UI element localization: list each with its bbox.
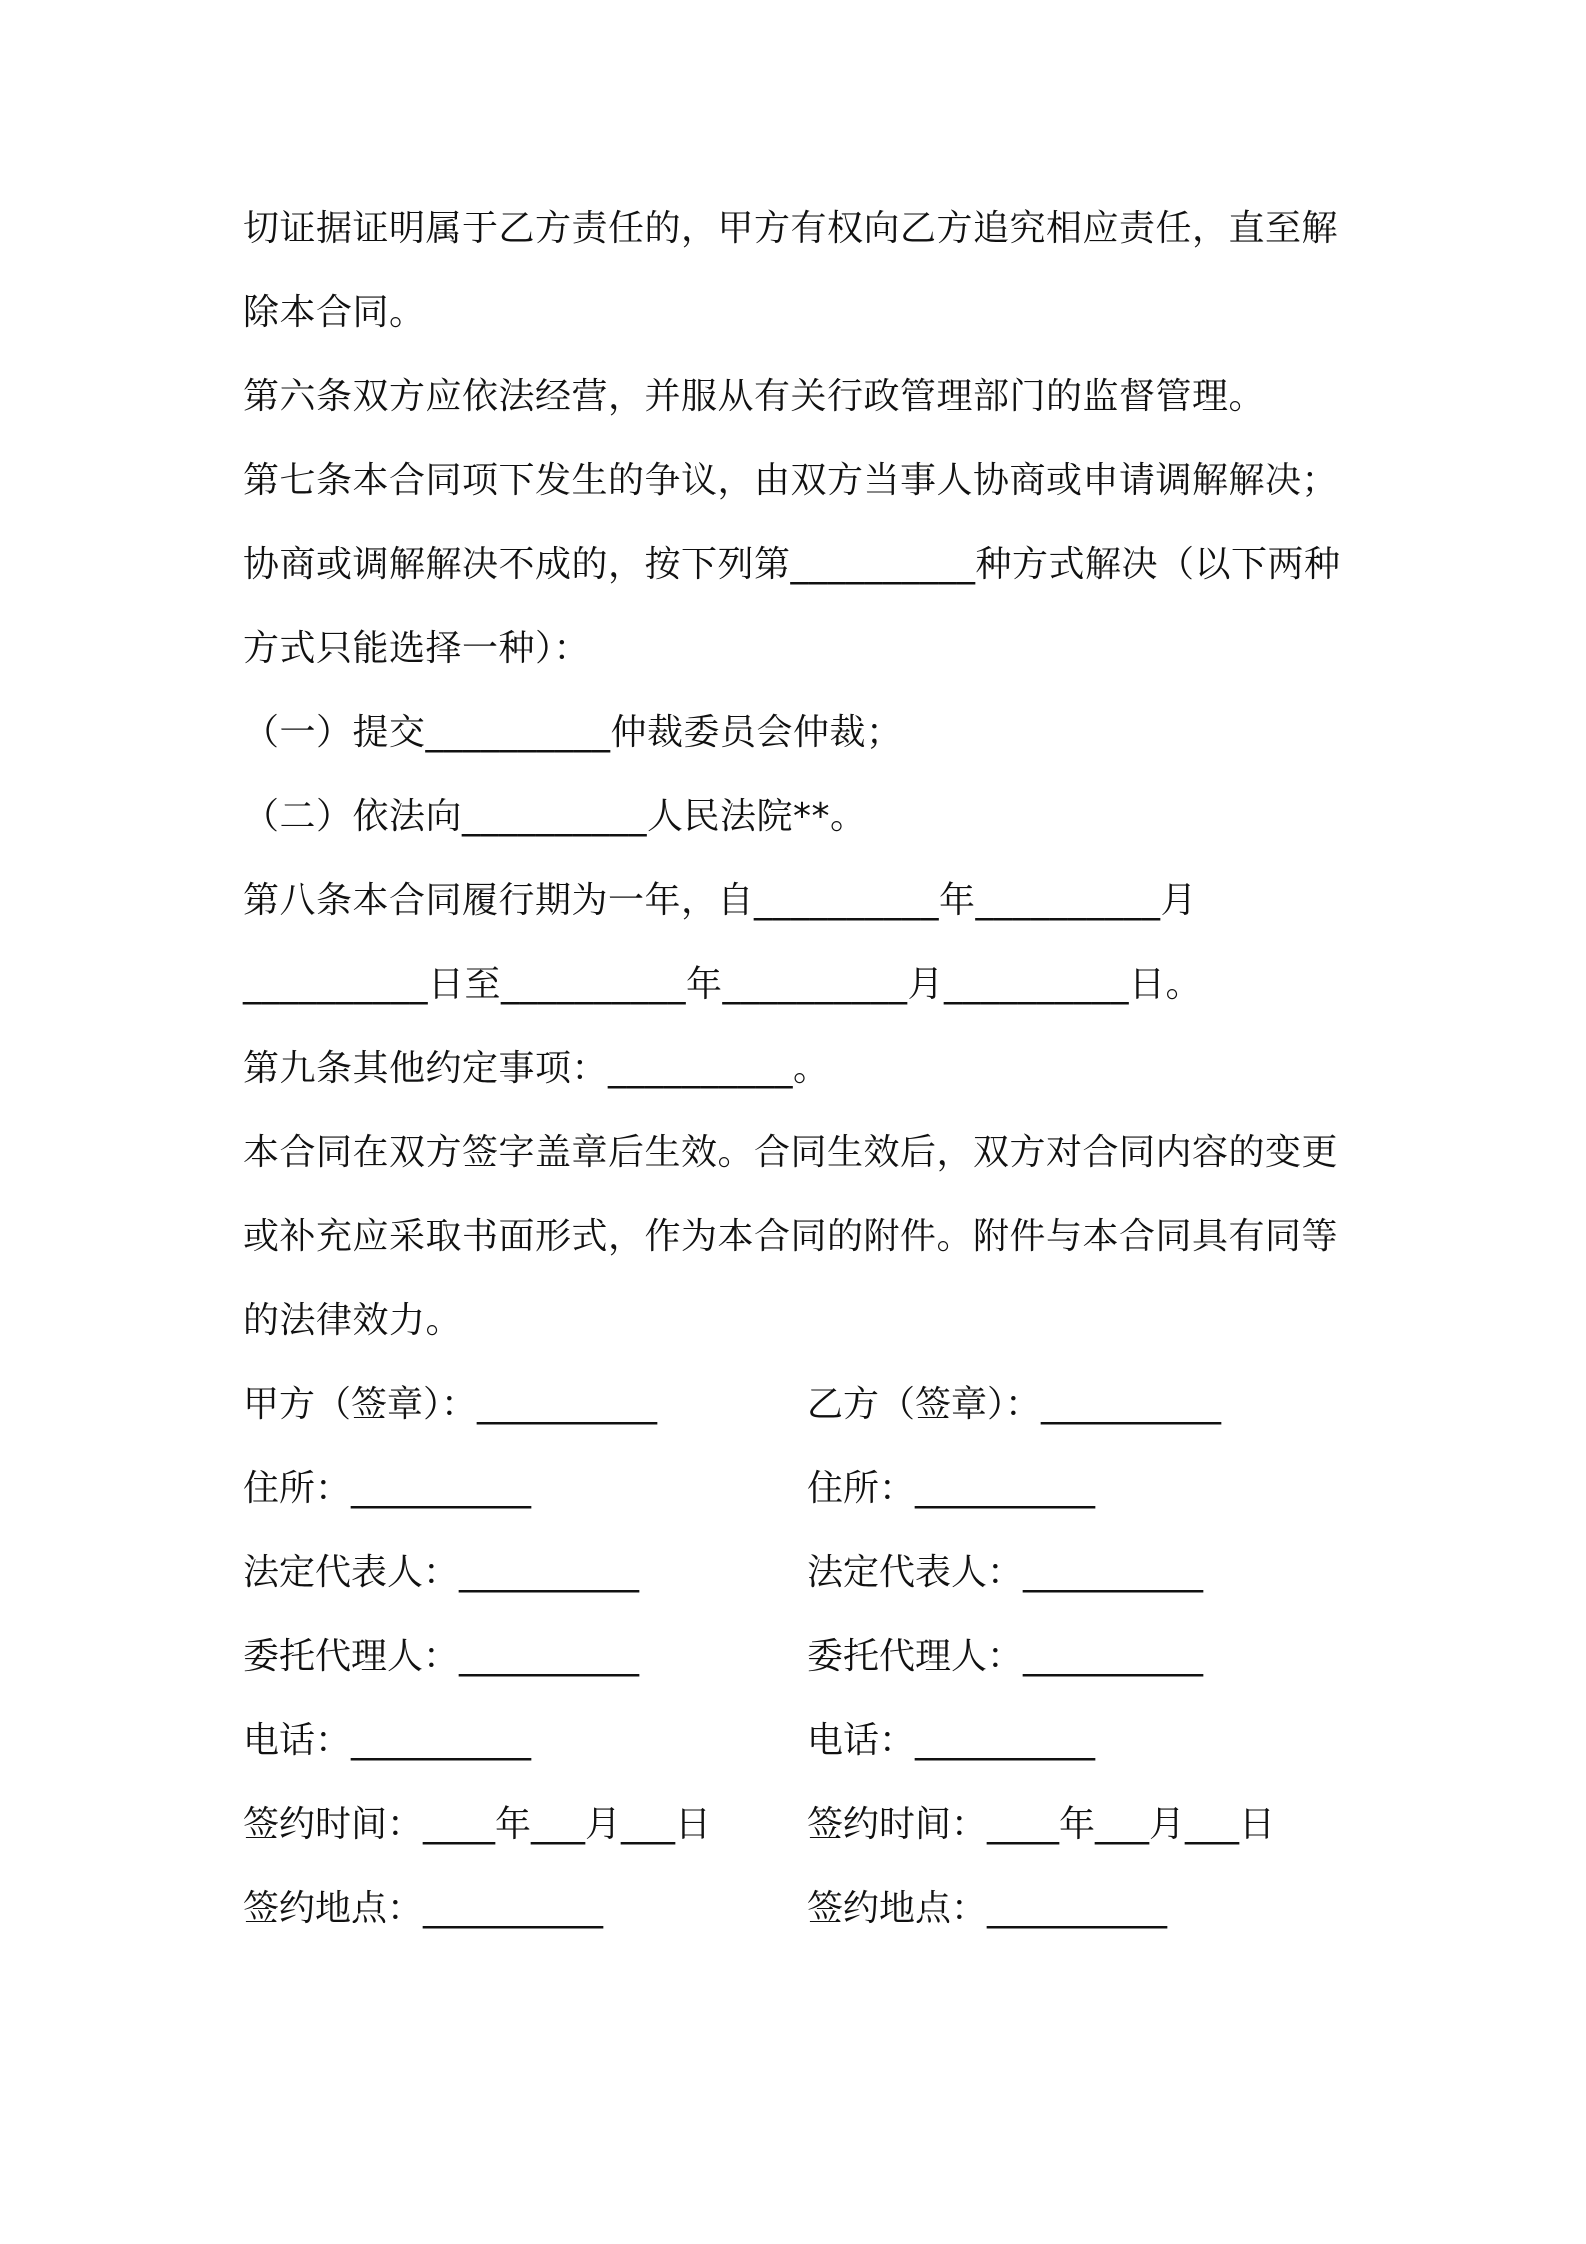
party-b-sign-place: 签约地点：__________ — [807, 1888, 1168, 1929]
party-b-agent: 委托代理人：__________ — [807, 1636, 1204, 1677]
effectiveness-line: 本合同在双方签字盖章后生效。合同生效后，双方对合同内容的变更 — [243, 1132, 1339, 1173]
signature-row-representative — [243, 1549, 1363, 1597]
signature-row-agent — [243, 1633, 1363, 1681]
option-court-line: （二）依法向__________人民法院**。 — [243, 796, 867, 837]
article-7-line: 协商或调解解决不成的，按下列第__________种方式解决（以下两种 — [243, 544, 1341, 585]
article-7-line: 第七条本合同项下发生的争议，由双方当事人协商或申请调解解决； — [243, 460, 1339, 501]
party-b-representative: 法定代表人：__________ — [807, 1552, 1204, 1593]
article-7-line: 方式只能选择一种）： — [243, 628, 591, 669]
party-a-sign-date: 签约时间：____年___月___日 — [243, 1804, 712, 1845]
signature-row-address — [243, 1465, 1363, 1513]
option-arbitration-line: （一）提交__________仲裁委员会仲裁； — [243, 712, 903, 753]
signature-row-date — [243, 1801, 1363, 1849]
paragraph-line: 切证据证明属于乙方责任的，甲方有权向乙方追究相应责任，直至解 — [243, 208, 1339, 249]
effectiveness-line: 或补充应采取书面形式，作为本合同的附件。附件与本合同具有同等 — [243, 1216, 1339, 1257]
signature-row-phone — [243, 1717, 1363, 1765]
party-b-seal: 乙方（签章）：__________ — [807, 1384, 1222, 1425]
party-b-sign-date: 签约时间：____年___月___日 — [807, 1804, 1276, 1845]
party-b-phone: 电话：__________ — [807, 1720, 1096, 1761]
party-a-agent: 委托代理人：__________ — [243, 1636, 640, 1677]
party-a-sign-place: 签约地点：__________ — [243, 1888, 604, 1929]
party-a-representative: 法定代表人：__________ — [243, 1552, 640, 1593]
party-a-phone: 电话：__________ — [243, 1720, 532, 1761]
article-6-line: 第六条双方应依法经营，并服从有关行政管理部门的监督管理。 — [243, 376, 1266, 417]
article-8-line: 第八条本合同履行期为一年，自__________年__________月 — [243, 880, 1198, 921]
signature-row-place — [243, 1885, 1363, 1933]
party-a-seal: 甲方（签章）：__________ — [243, 1384, 658, 1425]
signature-row-seal — [243, 1381, 1363, 1429]
article-8-line: __________日至__________年__________月__________日。 — [243, 964, 1203, 1005]
paragraph-line: 除本合同。 — [243, 292, 426, 333]
party-a-address: 住所：__________ — [243, 1468, 532, 1509]
effectiveness-line: 的法律效力。 — [243, 1300, 463, 1341]
party-b-address: 住所：__________ — [807, 1468, 1096, 1509]
article-9-line: 第九条其他约定事项：__________。 — [243, 1048, 830, 1089]
